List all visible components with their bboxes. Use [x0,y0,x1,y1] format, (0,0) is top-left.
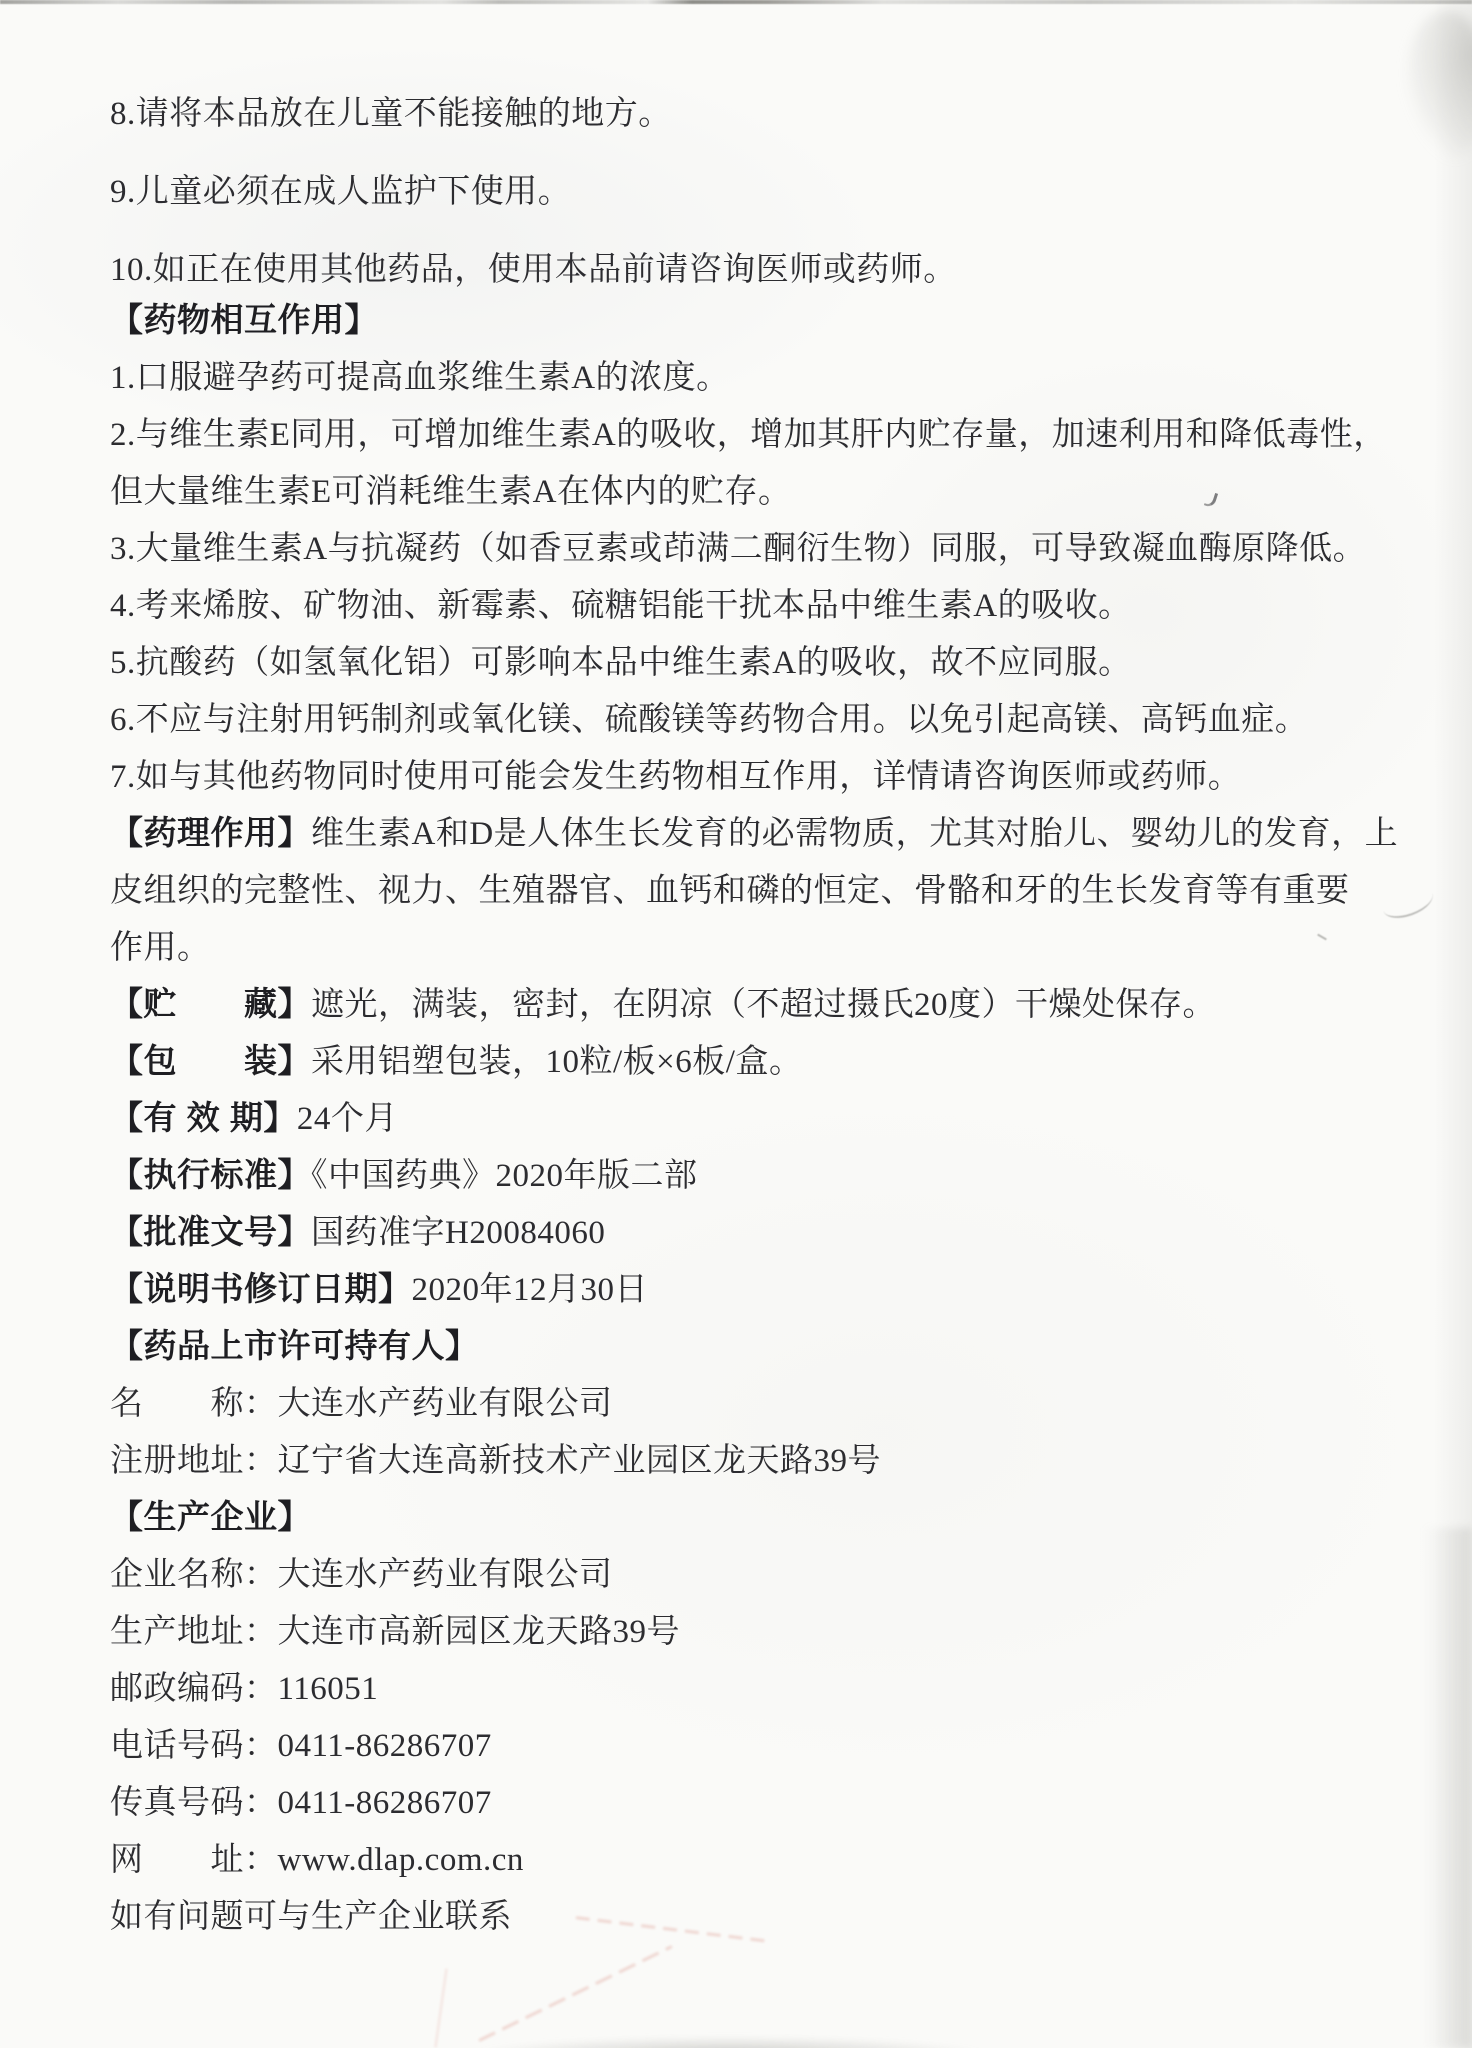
section-label: 【药品上市许可持有人】 [110,1327,479,1364]
section-label: 【执行标准】 [110,1156,311,1193]
section-label: 【说明书修订日期】 [110,1270,412,1307]
line-text: 《中国药典》2020年版二部 [311,1158,698,1194]
line-text: 8.请将本品放在儿童不能接触的地方。 [110,96,672,132]
doc-line [110,251,1414,288]
doc-line [110,1385,1414,1422]
line-text: 生产地址：大连市高新园区龙天路39号 [110,1614,680,1650]
line-text: 7.如与其他药物同时使用可能会发生药物相互作用，详情请咨询医师或药师。 [110,759,1242,795]
doc-line [110,173,1414,210]
doc-line [110,758,1414,795]
doc-line [110,701,1414,738]
line-text: 电话号码：0411-86286707 [110,1728,492,1764]
doc-line [110,815,1414,852]
doc-line [110,1556,1414,1593]
pink-streak-artifact [434,1968,447,2047]
section-label: 【生产企业】 [110,1498,311,1535]
line-text: 1.口服避孕药可提高血浆维生素A的浓度。 [110,360,730,396]
line-text: 但大量维生素E可消耗维生素A在体内的贮存。 [110,474,792,510]
line-text: 6.不应与注射用钙制剂或氧化镁、硫酸镁等药物合用。以免引起高镁、高钙血症。 [110,702,1309,738]
line-text: 皮组织的完整性、视力、生殖器官、血钙和磷的恒定、骨骼和牙的生长发育等有重要 [110,873,1350,909]
line-text: 企业名称：大连水产药业有限公司 [110,1557,613,1593]
doc-line [110,359,1414,396]
doc-line [110,1214,1414,1251]
line-text: 维生素A和D是人体生长发育的必需物质，尤其对胎儿、婴幼儿的发育，上 [311,816,1399,852]
doc-line [110,1157,1414,1194]
doc-line [110,1784,1414,1821]
paper-shadow-bottom [470,2036,990,2048]
doc-line [110,1271,1414,1308]
line-text: 4.考来烯胺、矿物油、新霉素、硫糖铝能干扰本品中维生素A的吸收。 [110,588,1132,624]
section-label: 【包 装】 [110,1042,311,1079]
section-label: 【药理作用】 [110,814,311,851]
line-text: 如有问题可与生产企业联系 [110,1899,512,1935]
line-text: 国药准字H20084060 [311,1215,606,1251]
doc-line [110,1727,1414,1764]
line-text: 10.如正在使用其他药品，使用本品前请咨询医师或药师。 [110,252,957,288]
line-text: 传真号码：0411-86286707 [110,1785,492,1821]
line-text: 作用。 [110,930,211,966]
section-label: 【药物相互作用】 [110,301,378,338]
line-text: 2.与维生素E同用，可增加维生素A的吸收，增加其肝内贮存量，加速利用和降低毒性， [110,417,1387,453]
section-label: 【贮 藏】 [110,985,311,1022]
line-text: 2020年12月30日 [411,1272,648,1308]
line-text: 名 称：大连水产药业有限公司 [110,1386,613,1422]
doc-line [110,1499,1414,1536]
line-text: 24个月 [296,1101,398,1137]
doc-line [110,1043,1414,1080]
doc-line [110,644,1414,681]
doc-line [110,1100,1414,1137]
line-text: 9.儿童必须在成人监护下使用。 [110,174,572,210]
doc-line [110,473,1414,510]
doc-line [110,986,1414,1023]
doc-line [110,1898,1414,1935]
doc-line [110,1613,1414,1650]
line-text: 3.大量维生素A与抗凝药（如香豆素或茚满二酮衍生物）同服，可导致凝血酶原降低。 [110,531,1367,567]
line-text: 注册地址：辽宁省大连高新技术产业园区龙天路39号 [110,1443,881,1479]
line-text: 采用铝塑包装，10粒/板×6板/盒。 [311,1044,803,1080]
doc-line [110,872,1414,909]
doc-line [110,1328,1414,1365]
line-text: 5.抗酸药（如氢氧化铝）可影响本品中维生素A的吸收，故不应同服。 [110,645,1132,681]
line-text: 网 址：www.dlap.com.cn [110,1842,524,1878]
line-text: 遮光，满装，密封，在阴凉（不超过摄氏20度）干燥处保存。 [311,987,1216,1023]
section-label: 【批准文号】 [110,1213,311,1250]
doc-line [110,587,1414,624]
line-text: 邮政编码：116051 [110,1671,379,1707]
doc-line [110,416,1414,453]
doc-line [110,95,1414,132]
doc-line [110,302,1414,339]
doc-line [110,1841,1414,1878]
doc-line [110,530,1414,567]
doc-line [110,1442,1414,1479]
doc-line [110,1670,1414,1707]
pink-streak-artifact [478,1945,673,2042]
section-label: 【有 效 期】 [110,1099,297,1136]
doc-line [110,929,1414,966]
